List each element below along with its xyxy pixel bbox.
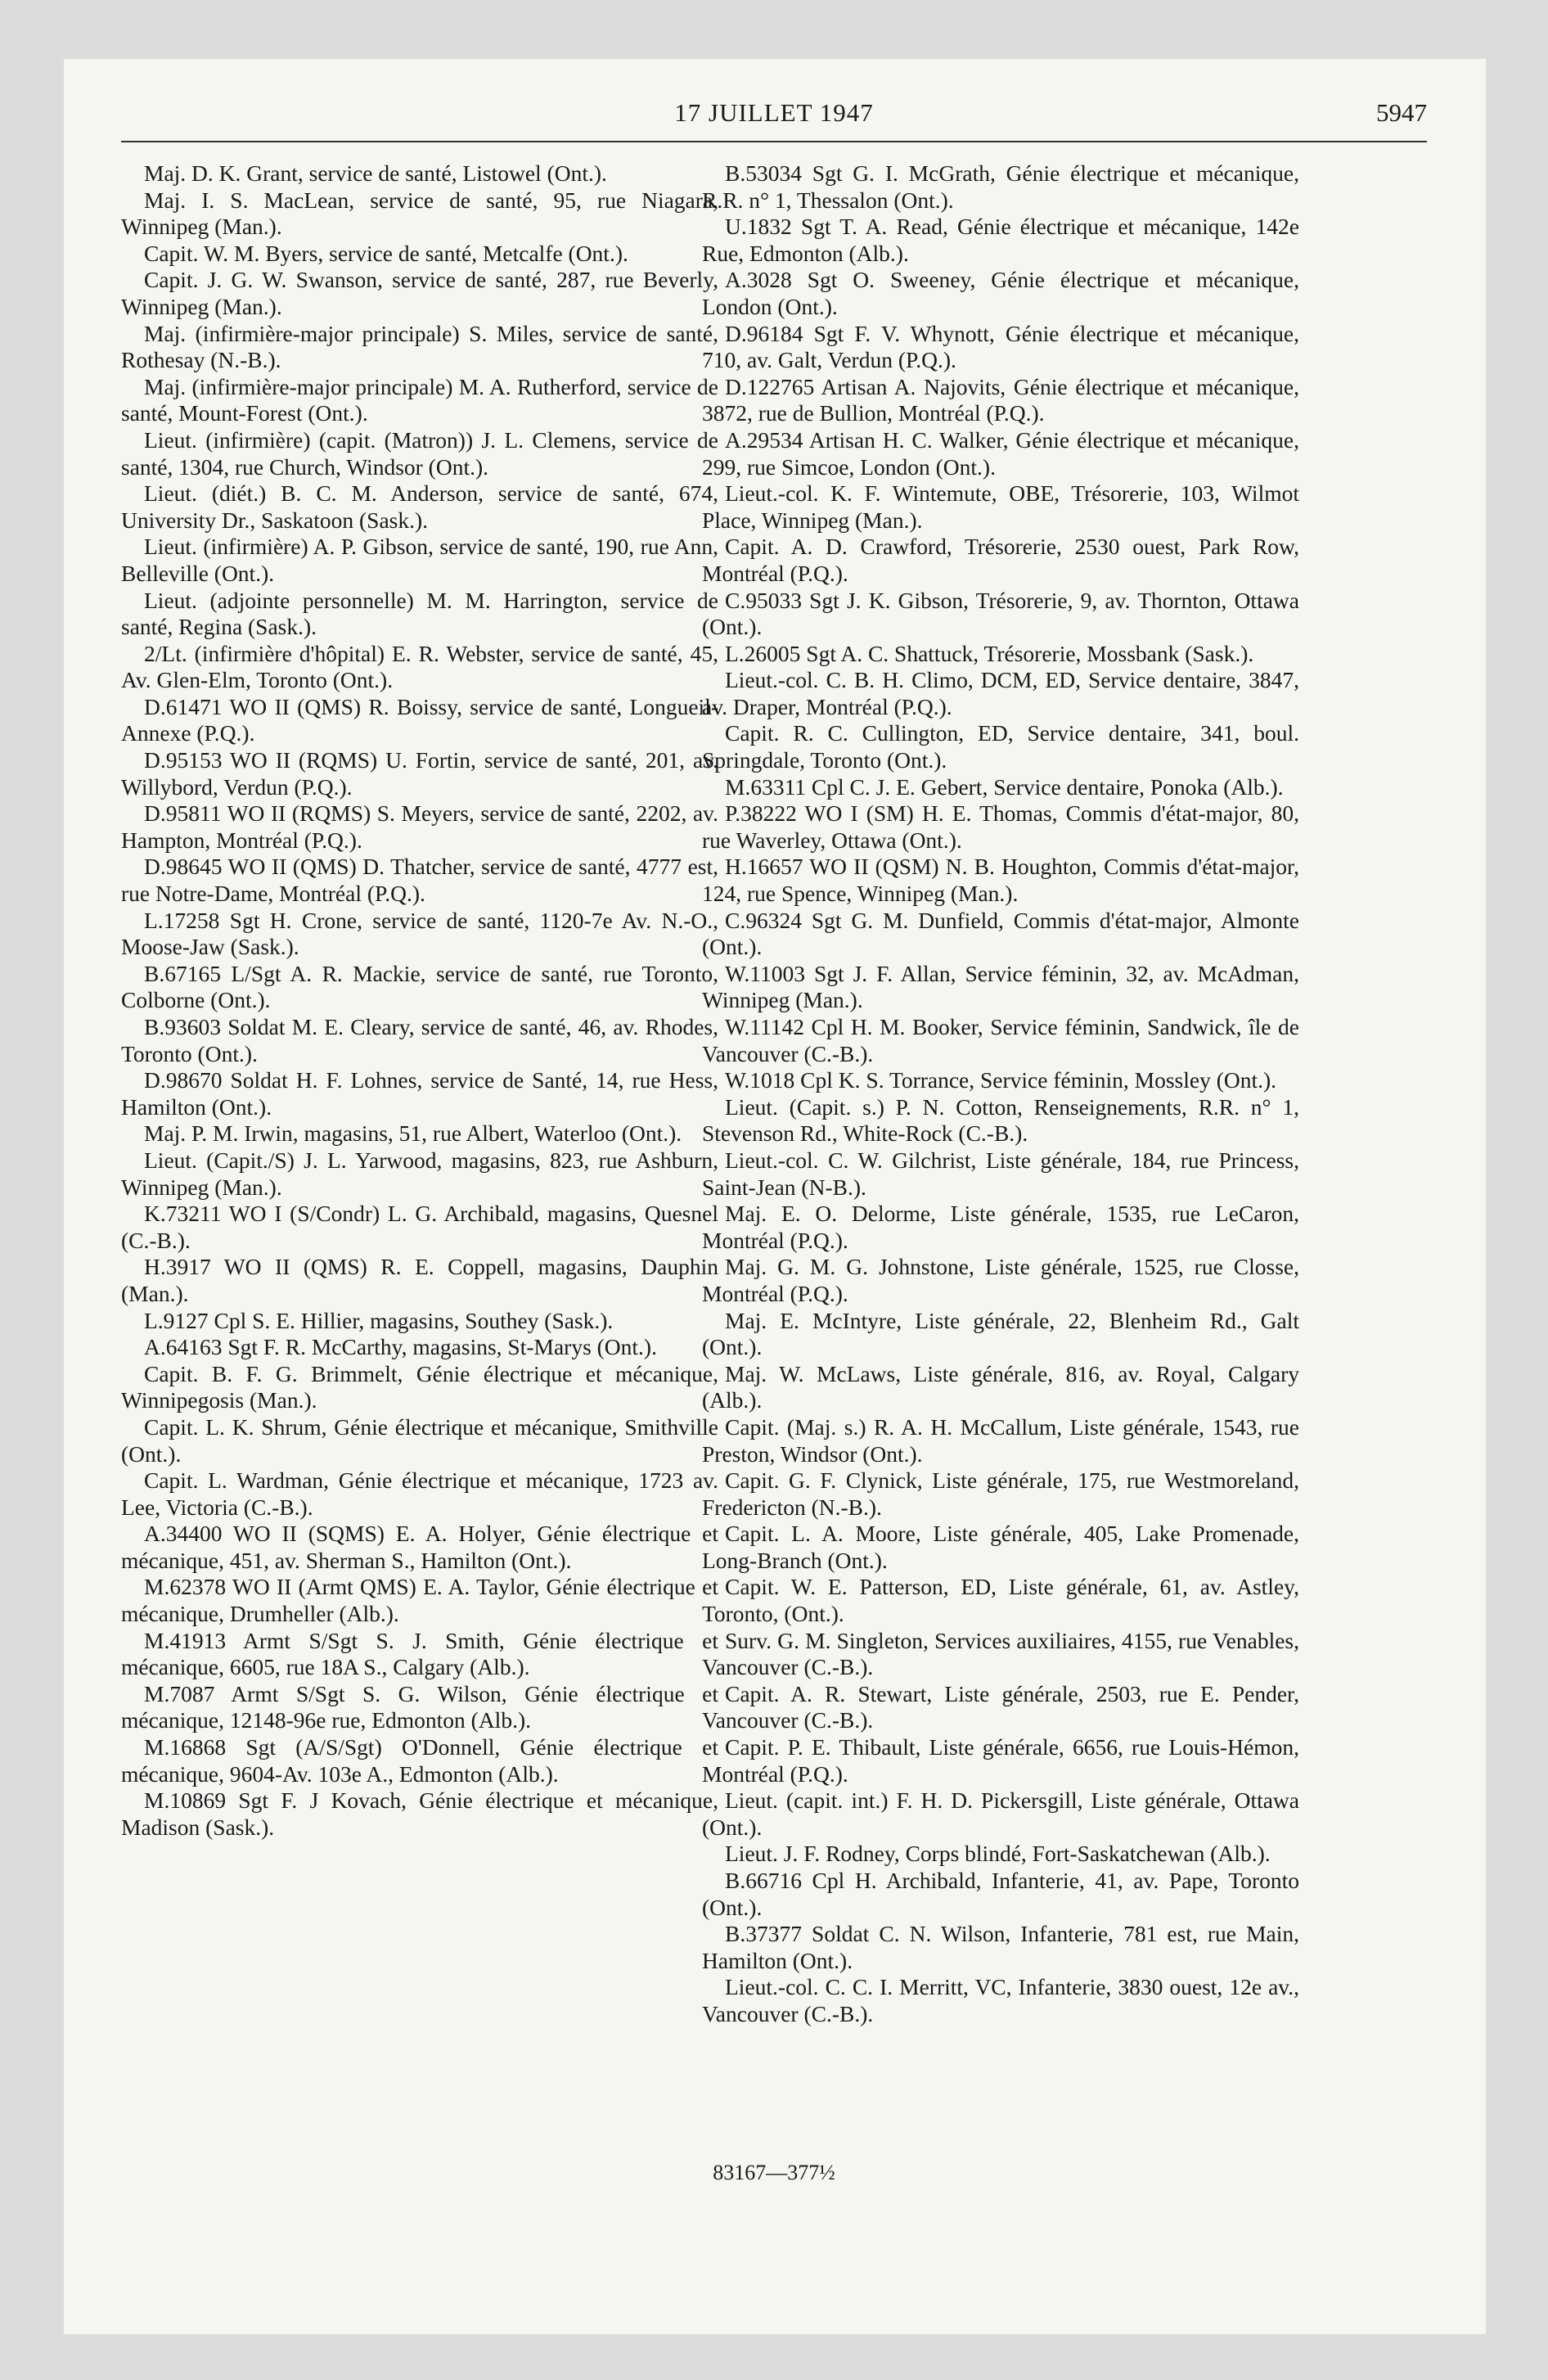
list-entry: Capit. W. M. Byers, service de santé, Metcalfe (Ont.). [144, 240, 628, 266]
list-entry: Surv. G. M. Singleton, Services auxiliaires, 4155, rue Venables, Vancouver (C.-B.). [702, 1627, 1299, 1680]
list-entry: Maj. D. K. Grant, service de santé, Listowel (Ont.). [144, 160, 607, 186]
list-entry: Lieut.-col. K. F. Wintemute, OBE, Trésorerie, 103, Wilmot Place, Winnipeg (Man.). [702, 480, 1299, 533]
list-entry: W.11142 Cpl H. M. Booker, Service féminin, Sandwick, île de Vancouver (C.-B.). [702, 1014, 1299, 1066]
list-entry: M.7087 Armt S/Sgt S. G. Wilson, Génie électrique et mécanique, 12148-96e rue, Edmonton (Alb.). [121, 1680, 718, 1733]
list-entry: Maj. (infirmière-major principale) S. Miles, service de santé, Rothesay (N.-B.). [121, 320, 718, 373]
list-entry: Capit. A. D. Crawford, Trésorerie, 2530 ouest, Park Row, Montréal (P.Q.). [702, 534, 1299, 586]
list-entry: U.1832 Sgt T. A. Read, Génie électrique et mécanique, 142e Rue, Edmonton (Alb.). [702, 214, 1299, 266]
list-entry: Lieut. (Capit./S) J. L. Yarwood, magasins, 823, rue Ashburn, Winnipeg (Man.). [121, 1147, 718, 1200]
header-rule [121, 141, 1427, 142]
left-column [121, 160, 718, 1841]
list-entry: H.16657 WO II (QSM) N. B. Houghton, Commis d'état-major, 124, rue Spence, Winnipeg (Man.). [702, 854, 1299, 907]
list-entry: Maj. G. M. G. Johnstone, Liste générale, 1525, rue Closse, Montréal (P.Q.). [702, 1254, 1299, 1306]
list-entry: D.122765 Artisan A. Najovits, Génie électrique et mécanique, 3872, rue de Bullion, Montréal (P.Q.). [702, 373, 1299, 426]
list-entry: M.41913 Armt S/Sgt S. J. Smith, Génie électrique et mécanique, 6605, rue 18A S., Calgary (Alb.). [121, 1627, 718, 1680]
list-entry: D.61471 WO II (QMS) R. Boissy, service de santé, Longueil-Annexe (P.Q.). [121, 693, 718, 746]
right-column [702, 160, 1299, 2028]
list-entry: Maj. E. McIntyre, Liste générale, 22, Blenheim Rd., Galt (Ont.). [702, 1307, 1299, 1360]
list-entry: Lieut. (capit. int.) F. H. D. Pickersgill, Liste générale, Ottawa (Ont.). [702, 1787, 1299, 1840]
list-entry: M.62378 WO II (Armt QMS) E. A. Taylor, Génie électrique et mécanique, Drumheller (Alb.). [121, 1574, 718, 1627]
list-entry: Maj. (infirmière-major principale) M. A. Rutherford, service de santé, Mount-Forest (Ont.). [121, 373, 718, 426]
list-entry: Maj. I. S. MacLean, service de santé, 95, rue Niagara, Winnipeg (Man.). [121, 187, 718, 240]
list-entry: Lieut.-col. C. B. H. Climo, DCM, ED, Service dentaire, 3847, av. Draper, Montréal (P.Q.). [702, 667, 1299, 719]
list-entry: Lieut.-col. C. C. I. Merritt, VC, Infanterie, 3830 ouest, 12e av., Vancouver (C.-B.). [702, 1974, 1299, 2026]
list-entry: W.11003 Sgt J. F. Allan, Service féminin, 32, av. McAdman, Winnipeg (Man.). [702, 960, 1299, 1013]
list-entry: M.10869 Sgt F. J Kovach, Génie électrique et mécanique, Madison (Sask.). [121, 1787, 718, 1840]
list-entry: A.29534 Artisan H. C. Walker, Génie électrique et mécanique, 299, rue Simcoe, London (Ont.). [702, 426, 1299, 480]
list-entry: Capit. G. F. Clynick, Liste générale, 175, rue Westmoreland, Fredericton (N.-B.). [702, 1467, 1299, 1520]
list-entry: Capit. L. A. Moore, Liste générale, 405, Lake Promenade, Long-Branch (Ont.). [702, 1521, 1299, 1573]
list-entry: Lieut. (infirmière) A. P. Gibson, service de santé, 190, rue Ann, Belleville (Ont.). [121, 534, 718, 586]
list-entry: Lieut.-col. C. W. Gilchrist, Liste générale, 184, rue Princess, Saint-Jean (N-B.). [702, 1147, 1299, 1200]
list-entry: Capit. L. Wardman, Génie électrique et mécanique, 1723 av. Lee, Victoria (C.-B.). [121, 1467, 718, 1520]
list-entry: Capit. (Maj. s.) R. A. H. McCallum, Liste générale, 1543, rue Preston, Windsor (Ont.). [702, 1413, 1299, 1467]
list-entry: M.16868 Sgt (A/S/Sgt) O'Donnell, Génie électrique et mécanique, 9604-Av. 103e A., Edmonton (Alb.). [121, 1734, 718, 1787]
list-entry: B.67165 L/Sgt A. R. Mackie, service de santé, rue Toronto, Colborne (Ont.). [121, 960, 718, 1013]
list-entry: B.66716 Cpl H. Archibald, Infanterie, 41, av. Pape, Toronto (Ont.). [702, 1868, 1299, 1920]
list-entry: Capit. L. K. Shrum, Génie électrique et mécanique, Smithville (Ont.). [121, 1413, 718, 1467]
header-date: 17 JUILLET 1947 [674, 98, 874, 127]
list-entry: L.17258 Sgt H. Crone, service de santé, 1120-7e Av. N.-O., Moose-Jaw (Sask.). [121, 907, 718, 960]
list-entry: D.95811 WO II (RQMS) S. Meyers, service de santé, 2202, av. Hampton, Montréal (P.Q.). [121, 800, 718, 853]
list-entry: W.1018 Cpl K. S. Torrance, Service féminin, Mossley (Ont.). [725, 1067, 1277, 1093]
list-entry: Capit. W. E. Patterson, ED, Liste générale, 61, av. Astley, Toronto, (Ont.). [702, 1574, 1299, 1627]
list-entry: Lieut. (diét.) B. C. M. Anderson, service de santé, 674, University Dr., Saskatoon (Sask.). [121, 480, 718, 533]
list-entry: K.73211 WO I (S/Condr) L. G. Archibald, magasins, Quesnel (C.-B.). [121, 1201, 718, 1253]
list-entry: Capit. B. F. G. Brimmelt, Génie électrique et mécanique, Winnipegosis (Man.). [121, 1360, 718, 1413]
list-entry: B.37377 Soldat C. N. Wilson, Infanterie, 781 est, rue Main, Hamilton (Ont.). [702, 1921, 1299, 1973]
list-entry: Lieut. (infirmière) (capit. (Matron)) J. L. Clemens, service de santé, 1304, rue Church, Windsor (Ont.). [121, 426, 718, 480]
list-entry: Capit. A. R. Stewart, Liste générale, 2503, rue E. Pender, Vancouver (C.-B.). [702, 1680, 1299, 1733]
list-entry: D.95153 WO II (RQMS) U. Fortin, service de santé, 201, av. Willybord, Verdun (P.Q.). [121, 747, 718, 800]
list-entry: L.9127 Cpl S. E. Hillier, magasins, Southey (Sask.). [144, 1307, 614, 1333]
list-entry: Lieut. (Capit. s.) P. N. Cotton, Renseignements, R.R. n° 1, Stevenson Rd., White-Rock (C.-B.). [702, 1093, 1299, 1147]
list-entry: A.3028 Sgt O. Sweeney, Génie électrique et mécanique, London (Ont.). [702, 267, 1299, 319]
list-entry: B.53034 Sgt G. I. McGrath, Génie électrique et mécanique, R.R. n° 1, Thessalon (Ont.). [702, 160, 1299, 213]
list-entry: B.93603 Soldat M. E. Cleary, service de santé, 46, av. Rhodes, Toronto (Ont.). [121, 1014, 718, 1066]
list-entry: D.98670 Soldat H. F. Lohnes, service de Santé, 14, rue Hess, Hamilton (Ont.). [121, 1067, 718, 1120]
list-entry: Lieut. (adjointe personnelle) M. M. Harrington, service de santé, Regina (Sask.). [121, 587, 718, 640]
printer-signature: 83167—377½ [713, 2161, 835, 2184]
page-header [121, 98, 1427, 139]
list-entry: Capit. P. E. Thibault, Liste générale, 6656, rue Louis-Hémon, Montréal (P.Q.). [702, 1734, 1299, 1787]
list-entry: 2/Lt. (infirmière d'hôpital) E. R. Webster, service de santé, 45, Av. Glen-Elm, Toronto (Ont.). [121, 640, 718, 693]
list-entry: Lieut. J. F. Rodney, Corps blindé, Fort-Saskatchewan (Alb.). [725, 1841, 1271, 1867]
list-entry: Capit. J. G. W. Swanson, service de santé, 287, rue Beverly, Winnipeg (Man.). [121, 267, 718, 319]
list-entry: A.34400 WO II (SQMS) E. A. Holyer, Génie électrique et mécanique, 451, av. Sherman S., Hamilton (Ont.). [121, 1521, 718, 1573]
list-entry: Capit. R. C. Cullington, ED, Service dentaire, 341, boul. Springdale, Toronto (Ont.). [702, 720, 1299, 773]
list-entry: C.95033 Sgt J. K. Gibson, Trésorerie, 9, av. Thornton, Ottawa (Ont.). [702, 587, 1299, 640]
list-entry: H.3917 WO II (QMS) R. E. Coppell, magasins, Dauphin (Man.). [121, 1254, 718, 1306]
list-entry: Maj. W. McLaws, Liste générale, 816, av. Royal, Calgary (Alb.). [702, 1360, 1299, 1413]
list-entry: Maj. P. M. Irwin, magasins, 51, rue Albert, Waterloo (Ont.). [144, 1120, 682, 1147]
page-number: 5947 [1376, 98, 1427, 127]
list-entry: M.63311 Cpl C. J. E. Gebert, Service dentaire, Ponoka (Alb.). [725, 773, 1284, 800]
list-entry: D.98645 WO II (QMS) D. Thatcher, service de santé, 4777 est, rue Notre-Dame, Montréal (P.Q.). [121, 854, 718, 907]
list-entry: C.96324 Sgt G. M. Dunfield, Commis d'état-major, Almonte (Ont.). [702, 907, 1299, 960]
list-entry: Maj. E. O. Delorme, Liste générale, 1535, rue LeCaron, Montréal (P.Q.). [702, 1201, 1299, 1253]
list-entry: L.26005 Sgt A. C. Shattuck, Trésorerie, Mossbank (Sask.). [725, 640, 1254, 666]
list-entry: P.38222 WO I (SM) H. E. Thomas, Commis d'état-major, 80, rue Waverley, Ottawa (Ont.). [702, 800, 1299, 853]
list-entry: A.64163 Sgt F. R. McCarthy, magasins, St-Marys (Ont.). [144, 1334, 657, 1360]
list-entry: D.96184 Sgt F. V. Whynott, Génie électrique et mécanique, 710, av. Galt, Verdun (P.Q.). [702, 320, 1299, 373]
